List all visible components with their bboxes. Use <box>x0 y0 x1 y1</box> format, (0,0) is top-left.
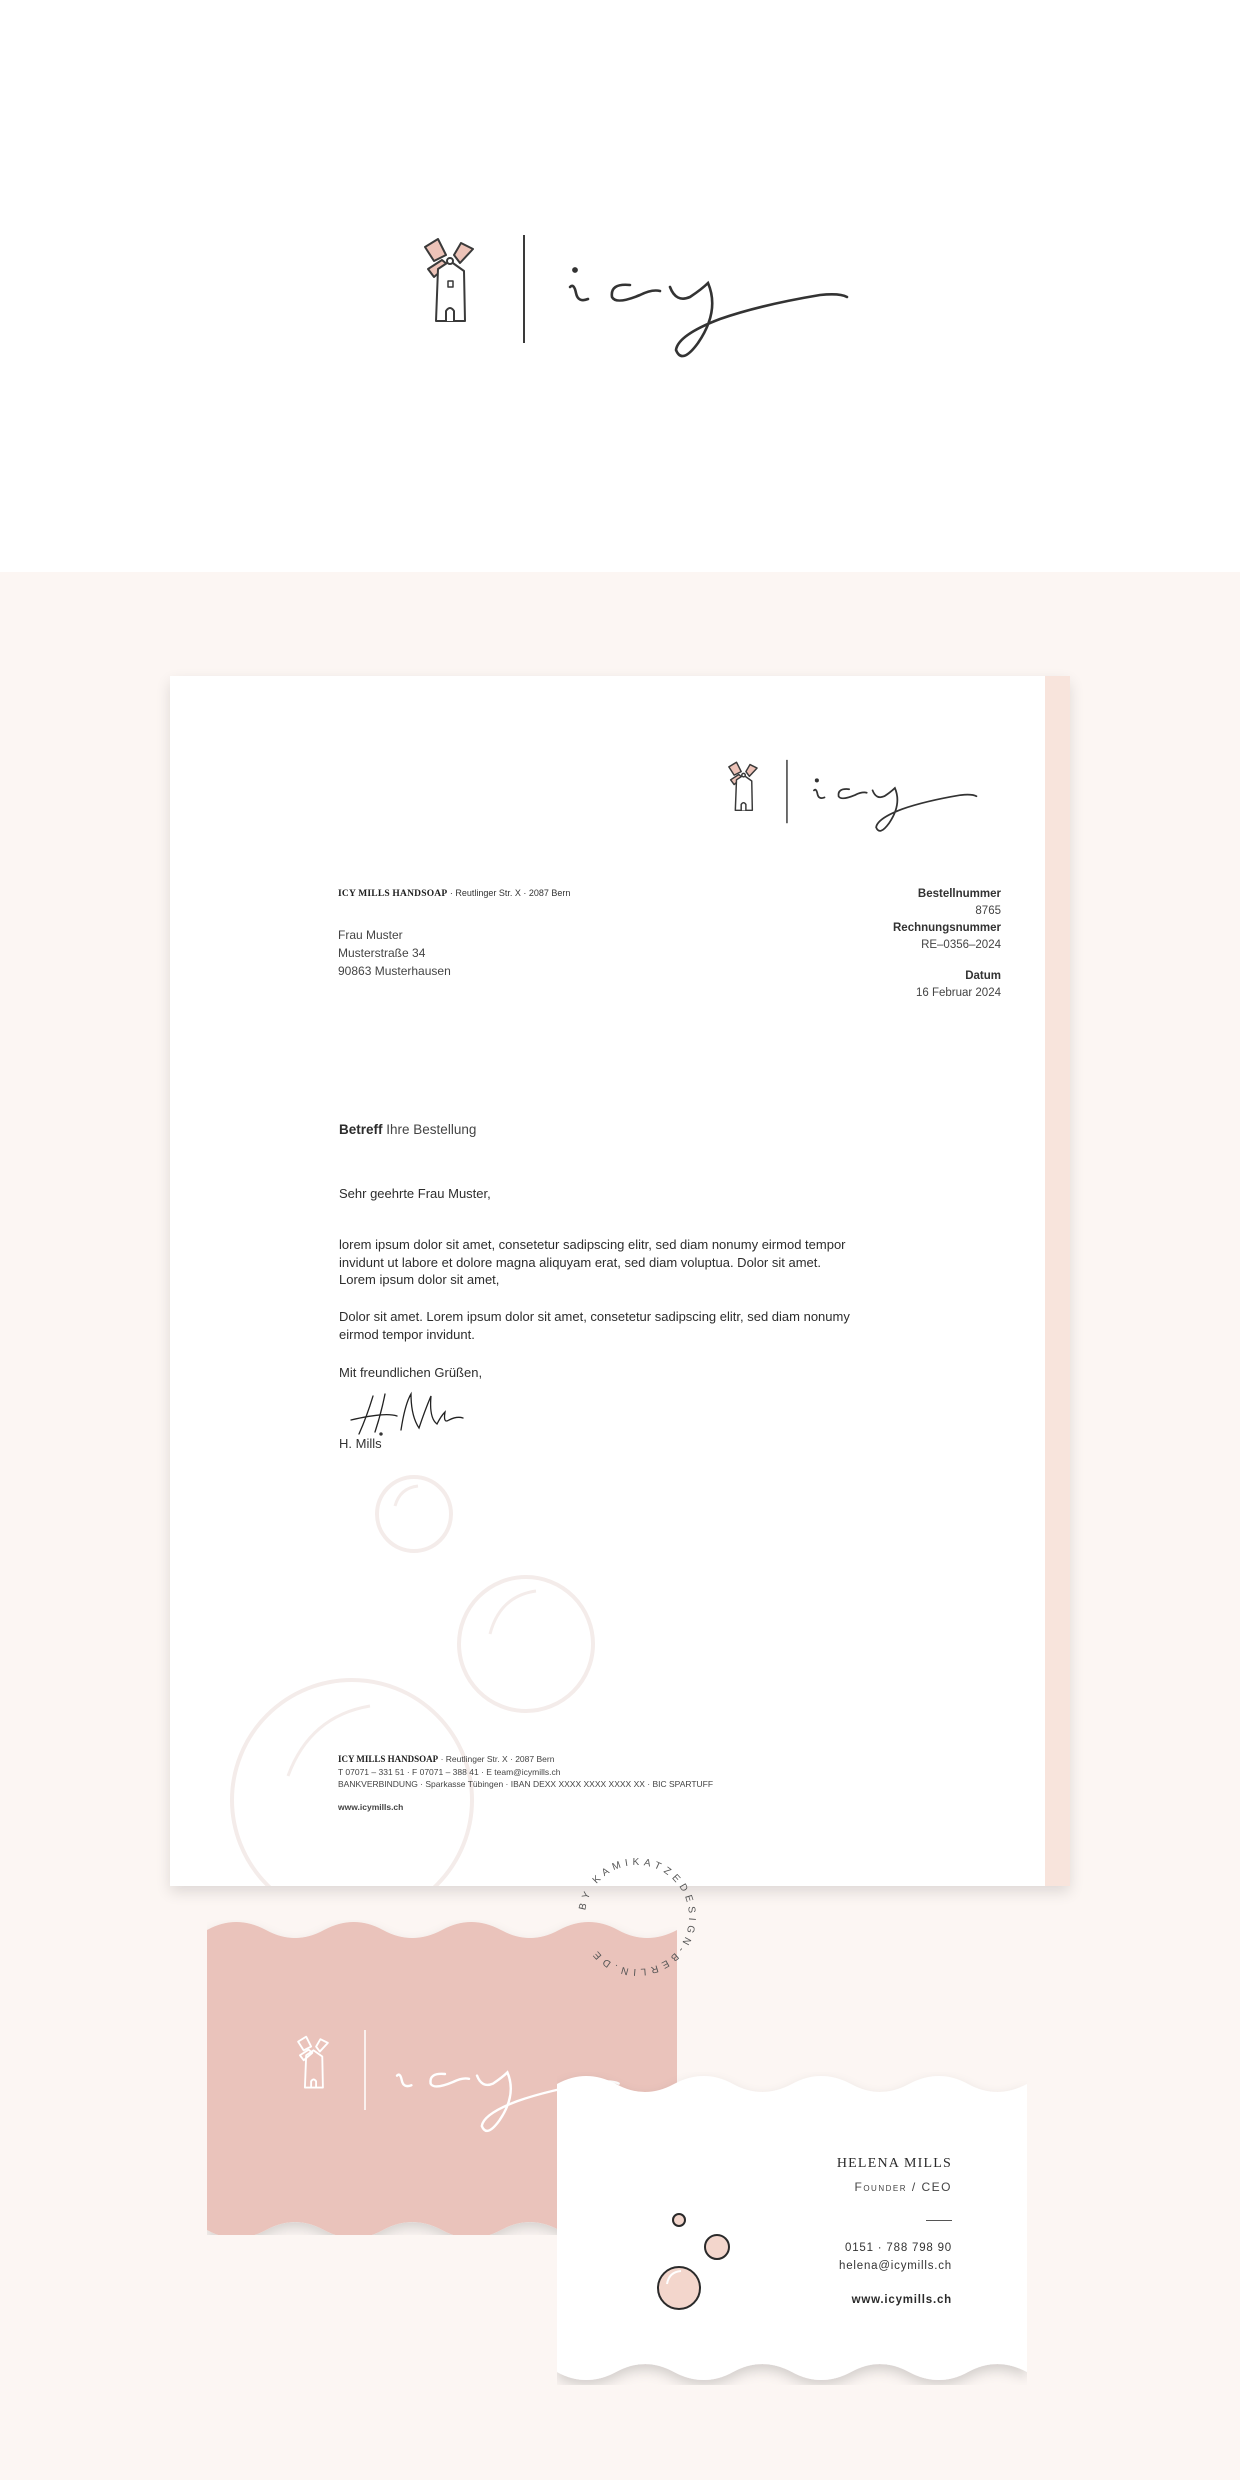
recipient-city: 90863 Musterhausen <box>338 964 451 978</box>
order-number-value: 8765 <box>975 905 1001 917</box>
recipient-street: Musterstraße 34 <box>338 946 426 960</box>
paragraph-2-line: Dolor sit amet. Lorem ipsum dolor sit amet, consetetur sadipscing elitr, sed diam nonumy <box>339 1309 850 1324</box>
card-title: Founder / CEO <box>854 2180 952 2194</box>
card-phone: 0151 · 788 798 90 <box>845 2242 952 2254</box>
letterhead-logo <box>710 754 1000 842</box>
closing: Mit freundlichen Grüßen, <box>339 1365 483 1380</box>
windmill-icon <box>420 225 860 375</box>
signature-name: H. Mills <box>339 1436 382 1451</box>
salutation: Sehr geehrte Frau Muster, <box>339 1186 491 1201</box>
svg-text:BY KAMIKATZEDESIGN-BERLIN.DE <box>577 1857 697 1977</box>
paragraph-2-line: eirmod tempor invidunt. <box>339 1326 475 1342</box>
designer-stamp <box>562 1842 712 1992</box>
card-email: helena@icymills.ch <box>839 2260 952 2272</box>
paragraph-1-line: Lorem ipsum dolor sit amet, <box>339 1272 500 1287</box>
hero-logo <box>420 225 860 375</box>
sender-address: · Reutlinger Str. X · 2087 Bern <box>449 888 571 898</box>
letter-sheet <box>170 676 1045 1886</box>
paragraph-1-line: invidunt ut labore et dolore magna aliquyam erat, sed diam voluptua. Dolor sit amet. <box>339 1254 821 1270</box>
subject-line <box>339 1122 476 1137</box>
footer-company: ICY MILLS HANDSOAP <box>338 1754 439 1764</box>
stamp-text: BY KAMIKATZEDESIGN-BERLIN.DE <box>577 1856 698 1978</box>
paragraph-1 <box>339 1236 939 1289</box>
invoice-number-value: RE–0356–2024 <box>921 939 1001 951</box>
footer-contact: T 07071 – 331 51 · F 07071 – 388 41 · E team@icymills.ch <box>338 1766 561 1777</box>
sender-company: ICY MILLS HANDSOAP <box>338 889 448 899</box>
letter-meta <box>893 886 1001 1002</box>
order-number-label: Bestellnummer <box>917 888 1001 900</box>
handwritten-signature <box>345 1390 465 1440</box>
recipient-name: Frau Muster <box>338 928 403 942</box>
invoice-number-label: Rechnungsnummer <box>893 922 1001 934</box>
business-card-back <box>557 2072 1027 2385</box>
card-divider <box>926 2220 952 2221</box>
date-value: 16 Februar 2024 <box>915 987 1001 999</box>
card-website: www.icymills.ch <box>851 2294 952 2306</box>
footer-website: www.icymills.ch <box>338 1801 404 1812</box>
date-label: Datum <box>965 970 1001 982</box>
paragraph-1-line: lorem ipsum dolor sit amet, consetetur sadipscing elitr, sed diam nonumy eirmod tempor <box>339 1237 846 1252</box>
subject-text: Ihre Bestellung <box>386 1122 477 1137</box>
footer-bank: BANKVERBINDUNG · Sparkasse Tübingen · IBAN DEXX XXXX XXXX XXXX XX · BIC SPARTUFF <box>338 1779 714 1789</box>
windmill-icon <box>729 762 757 810</box>
letter-footer <box>338 1753 713 1813</box>
sender-line <box>338 888 570 899</box>
paragraph-2 <box>339 1308 939 1343</box>
card-name: HELENA MILLS <box>836 2156 952 2171</box>
recipient-address <box>338 926 451 980</box>
subject-label: Betreff <box>339 1122 383 1137</box>
footer-address: · Reutlinger Str. X · 2087 Bern <box>440 1754 555 1764</box>
